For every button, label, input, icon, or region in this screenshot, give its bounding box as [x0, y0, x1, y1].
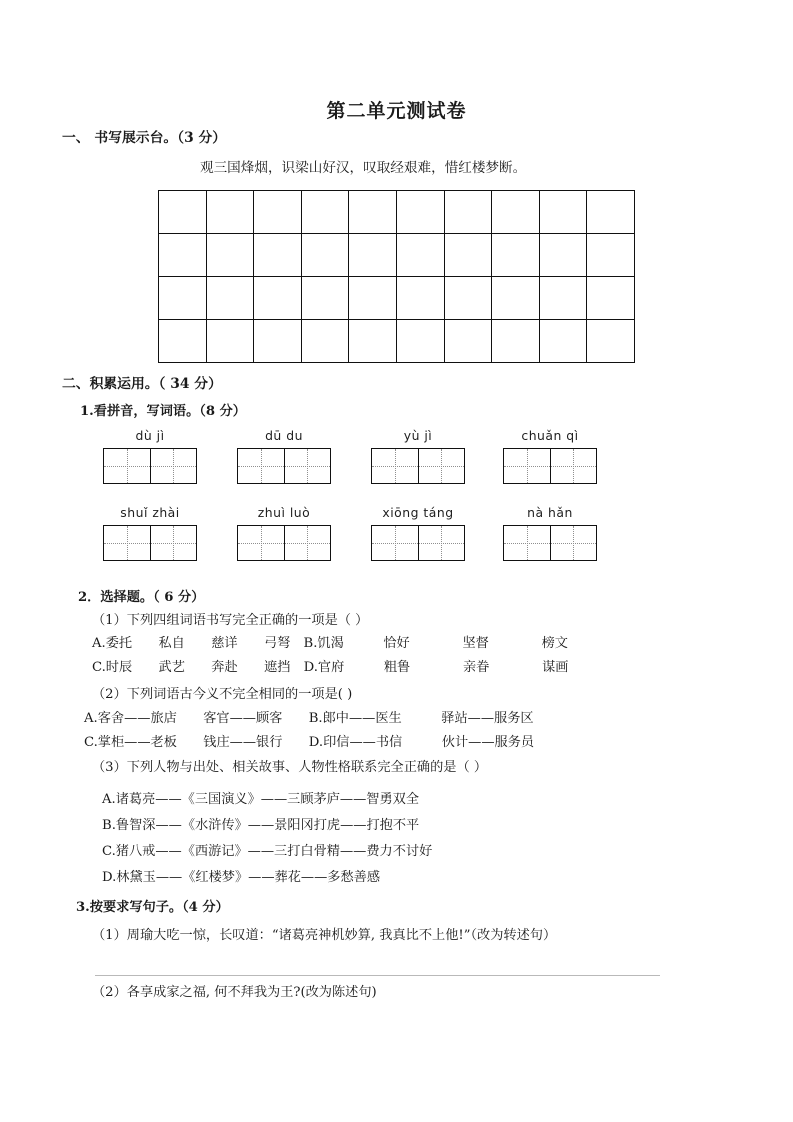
handwriting-cell[interactable] [397, 320, 445, 363]
handwriting-cell[interactable] [587, 277, 635, 320]
tianzige-cell[interactable] [372, 449, 418, 483]
question-2-2-stem: （2）下列词语古今义不完全相同的一项是( ) [92, 687, 353, 702]
pinyin-label: zhuì luò [257, 505, 311, 520]
question-2-3-option-b[interactable]: B.鲁智深——《水浒传》——景阳冈打虎——打抱不平 [102, 818, 420, 833]
tianzige-cell[interactable] [238, 526, 284, 560]
handwriting-grid[interactable] [158, 190, 635, 363]
question-2-1-stem: （1）下列四组词语书写完全正确的一项是（ ） [92, 613, 369, 628]
tianzige-cell[interactable] [418, 449, 465, 483]
pinyin-label: chuǎn qì [521, 428, 579, 443]
pinyin-group-8[interactable] [500, 505, 600, 561]
pinyin-label: nà hǎn [527, 505, 573, 520]
handwriting-cell[interactable] [159, 320, 207, 363]
tianzige-cell[interactable] [150, 449, 197, 483]
tianzige-cell[interactable] [550, 526, 597, 560]
handwriting-cell[interactable] [349, 320, 397, 363]
handwriting-cell[interactable] [397, 234, 445, 277]
handwriting-cell[interactable] [540, 320, 588, 363]
section-one-heading: 一、 书写展示台。（3 分） [62, 130, 227, 146]
handwriting-cell[interactable] [254, 277, 302, 320]
handwriting-cell[interactable] [397, 191, 445, 234]
tianzige-cell[interactable] [284, 449, 331, 483]
pinyin-label: yù jì [403, 428, 433, 443]
pinyin-label: xiōng táng [382, 505, 454, 520]
handwriting-cell[interactable] [587, 320, 635, 363]
pinyin-label: dū du [265, 428, 303, 443]
pinyin-group-4[interactable] [500, 428, 600, 484]
tianzige-box[interactable] [103, 525, 197, 561]
question-2-3-option-c[interactable]: C.猪八戒——《西游记》——三打白骨精——费力不讨好 [102, 844, 433, 859]
handwriting-cell[interactable] [254, 234, 302, 277]
page-title: 第二单元测试卷 [326, 100, 467, 122]
tianzige-cell[interactable] [150, 526, 197, 560]
pinyin-group-2[interactable] [234, 428, 334, 484]
tianzige-box[interactable] [503, 448, 597, 484]
tianzige-box[interactable] [237, 448, 331, 484]
handwriting-cell[interactable] [445, 234, 493, 277]
tianzige-cell[interactable] [418, 526, 465, 560]
handwriting-cell[interactable] [159, 191, 207, 234]
handwriting-cell[interactable] [159, 234, 207, 277]
handwriting-cell[interactable] [492, 277, 540, 320]
answer-line-1[interactable] [95, 975, 660, 976]
tianzige-box[interactable] [237, 525, 331, 561]
tianzige-cell[interactable] [504, 526, 550, 560]
question-2-3-option-a[interactable]: A.诸葛亮——《三国演义》——三顾茅庐——智勇双全 [102, 792, 420, 807]
pinyin-label: dù jì [135, 428, 165, 443]
pinyin-group-5[interactable] [100, 505, 200, 561]
handwriting-cell[interactable] [207, 191, 255, 234]
tianzige-cell[interactable] [504, 449, 550, 483]
question-2-2-option-line-2[interactable]: C.掌柜——老板 钱庄——银行 D.印信——书信 伙计——服务员 [84, 735, 535, 750]
handwriting-cell[interactable] [349, 191, 397, 234]
tianzige-cell[interactable] [372, 526, 418, 560]
handwriting-cell[interactable] [349, 234, 397, 277]
handwriting-cell[interactable] [207, 234, 255, 277]
handwriting-cell[interactable] [492, 234, 540, 277]
question-2-2-option-line-1[interactable]: A.客舍——旅店 客官——顾客 B.郎中——医生 驿站——服务区 [84, 711, 534, 726]
tianzige-cell[interactable] [238, 449, 284, 483]
question-3-item-1: （1）周瑜大吃一惊，长叹道：“诸葛亮神机妙算, 我真比不上他!”（改为转述句） [92, 928, 557, 943]
handwriting-cell[interactable] [587, 191, 635, 234]
tianzige-box[interactable] [371, 525, 465, 561]
tianzige-cell[interactable] [550, 449, 597, 483]
question-2-1-option-line-2[interactable]: C.时辰 武艺 奔赴 遮挡 D.官府 粗鲁 亲眷 谋画 [92, 660, 569, 675]
handwriting-cell[interactable] [445, 191, 493, 234]
handwriting-cell[interactable] [540, 277, 588, 320]
tianzige-cell[interactable] [104, 449, 150, 483]
handwriting-cell[interactable] [159, 277, 207, 320]
question-3-item-2: （2）各享成家之福, 何不拜我为王?(改为陈述句) [92, 985, 377, 1000]
pinyin-group-7[interactable] [368, 505, 468, 561]
pinyin-group-6[interactable] [234, 505, 334, 561]
tianzige-cell[interactable] [104, 526, 150, 560]
handwriting-cell[interactable] [492, 191, 540, 234]
pinyin-group-1[interactable] [100, 428, 200, 484]
section-one-sentence: 观三国烽烟，识梁山好汉，叹取经艰难，惜红楼梦断。 [200, 160, 527, 176]
question-2-heading: 2．选择题。（ 6 分） [78, 590, 205, 605]
tianzige-cell[interactable] [284, 526, 331, 560]
question-1-heading: 1.看拼音，写词语。（8 分） [80, 404, 246, 419]
handwriting-cell[interactable] [540, 234, 588, 277]
question-3-heading: 3.按要求写句子。（4 分） [76, 900, 229, 915]
handwriting-cell[interactable] [302, 320, 350, 363]
question-2-1-option-line-1[interactable]: A.委托 私自 慈详 弓弩 B.饥渴 恰好 坚督 榜文 [92, 636, 568, 651]
section-two-heading: 二、积累运用。（ 34 分） [62, 376, 222, 392]
handwriting-cell[interactable] [254, 191, 302, 234]
handwriting-cell[interactable] [207, 277, 255, 320]
handwriting-cell[interactable] [302, 234, 350, 277]
tianzige-box[interactable] [503, 525, 597, 561]
handwriting-cell[interactable] [540, 191, 588, 234]
question-2-3-stem: （3）下列人物与出处、相关故事、人物性格联系完全正确的是（ ） [92, 760, 488, 775]
handwriting-cell[interactable] [349, 277, 397, 320]
pinyin-label: shuǐ zhài [120, 505, 180, 520]
handwriting-cell[interactable] [397, 277, 445, 320]
pinyin-group-3[interactable] [368, 428, 468, 484]
tianzige-box[interactable] [103, 448, 197, 484]
question-2-3-option-d[interactable]: D.林黛玉——《红楼梦》——葬花——多愁善感 [102, 870, 381, 885]
tianzige-box[interactable] [371, 448, 465, 484]
handwriting-cell[interactable] [587, 234, 635, 277]
handwriting-cell[interactable] [302, 277, 350, 320]
handwriting-cell[interactable] [445, 320, 493, 363]
handwriting-cell[interactable] [445, 277, 493, 320]
handwriting-cell[interactable] [492, 320, 540, 363]
handwriting-cell[interactable] [302, 191, 350, 234]
handwriting-cell[interactable] [254, 320, 302, 363]
handwriting-cell[interactable] [207, 320, 255, 363]
